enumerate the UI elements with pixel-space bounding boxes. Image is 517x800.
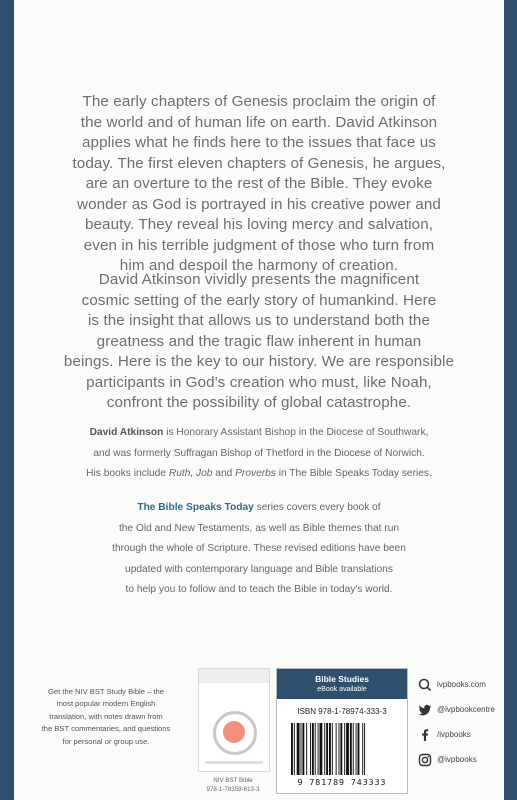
barcode-bar [306, 723, 307, 775]
series-name: The Bible Speaks Today [137, 502, 254, 513]
promo-line: translation, with notes drawn from [49, 711, 163, 721]
blurb-line: wonder as God is portrayed in his creative power and [77, 195, 441, 213]
barcode-bar [310, 723, 311, 775]
bio-text: in The Bible Speaks Today series. [275, 468, 432, 479]
book-titles: Ruth, Job [168, 468, 213, 479]
blurb-line: today. The first eleven chapters of Genesis, he argues, [72, 154, 446, 172]
instagram-icon [418, 753, 432, 767]
blurb-line: him and despoil the harmony of creation. [119, 257, 399, 274]
instagram-link[interactable] [418, 747, 504, 772]
barcode-bar [315, 723, 316, 775]
author-bio [14, 423, 504, 485]
series-line-2: the Old and New Testaments, as well as Bible themes that run [118, 522, 400, 534]
isbn-label: ISBN 978-1-78974-333-3 [297, 707, 387, 716]
promo-line: for personal or group use. [62, 736, 150, 746]
cover-footer [14, 662, 504, 800]
category-header [277, 669, 407, 699]
author-name: David Atkinson [89, 427, 164, 438]
barcode-bar [358, 723, 360, 775]
barcode-bar [350, 723, 352, 775]
barcode-bar [312, 723, 314, 775]
barcode-bar [302, 723, 304, 775]
promo-line: the BST commentaries, and questions [41, 724, 171, 734]
instagram-label: @ivpbooks [437, 755, 477, 764]
blurb-line: the world and of human life on earth. David Atkinson [80, 113, 438, 131]
barcode-bar [294, 723, 295, 775]
caption-isbn: 978-1-78359-613-3 [206, 786, 260, 793]
study-bible-cover-image [198, 668, 270, 772]
bio-text: and [212, 468, 236, 479]
blurb-line: beings. Here is the key to our history. We are responsible [63, 353, 455, 370]
blurb-line: applies what he finds here to the issues that face us [82, 134, 436, 151]
website-link[interactable] [418, 672, 504, 697]
search-icon [418, 678, 432, 692]
barcode-number: 9 781789 743333 [297, 777, 387, 787]
bio-line-1 [14, 423, 504, 444]
barcode-bar [346, 723, 349, 775]
barcode-bar [340, 723, 342, 775]
barcode-bar [320, 723, 323, 775]
promo-line: Get the NIV BST Study Bible – the [48, 687, 164, 696]
barcode-bar [318, 723, 319, 775]
series-line-3: through the whole of Scripture. These revised editions have been [112, 543, 406, 554]
study-bible-promo [20, 686, 192, 748]
blurb-line: beauty. They reveal his loving mercy and salvation, [84, 216, 434, 233]
series-text: series covers every book of [253, 502, 381, 513]
social-links [418, 672, 504, 772]
study-bible-caption [198, 776, 268, 794]
blurb-line: are an overture to the rest of the Bible. They evoke [85, 175, 433, 192]
blurb-line: cosmic setting of the early story of humankind. Here [81, 291, 437, 309]
facebook-icon [418, 728, 432, 742]
barcode-bar [336, 723, 337, 775]
bio-text: is Honorary Assistant Bishop in the Diocese of Southwark, [163, 427, 429, 438]
facebook-link[interactable] [418, 722, 504, 747]
barcode-bar [364, 723, 365, 775]
blurb-line: even in his terrible judgment of those who turn from [83, 236, 435, 254]
caption-title: NIV BST Bible [213, 777, 253, 784]
barcode-bar [339, 723, 340, 775]
blurb-line: greatness and the tragic flaw inherent in human [96, 332, 422, 350]
cover-panel [14, 0, 504, 800]
series-description [14, 498, 504, 601]
promo-line: most popular modern English [56, 699, 156, 709]
barcode-bar [301, 723, 302, 775]
barcode-bar [326, 723, 328, 775]
barcode-image [291, 723, 393, 775]
series-line-1 [14, 498, 504, 519]
blurb-line: David Atkinson vividly presents the magnificent [98, 271, 420, 288]
blurb-line: participants in God's creation who must, like Noah, [86, 373, 432, 391]
ebook-note: eBook available [317, 686, 367, 693]
bio-line-3 [14, 464, 504, 485]
twitter-link[interactable] [418, 697, 504, 722]
blurb-paragraph-2 [14, 270, 504, 414]
barcode-bar [324, 723, 325, 775]
barcode-bar [356, 723, 357, 775]
barcode-bar [332, 723, 333, 775]
series-line-4: updated with contemporary language and Bible translations [125, 563, 393, 575]
category-label: Bible Studies [315, 674, 369, 684]
barcode-bar [297, 723, 300, 775]
bio-text: His books include [86, 468, 169, 479]
twitter-label: @ivpbookcentre [437, 705, 495, 714]
barcode-bar [362, 723, 363, 775]
website-label: ivpbooks.com [437, 680, 486, 689]
barcode-bar [344, 723, 345, 775]
barcode-bar [329, 723, 331, 775]
blurb-paragraph-1 [14, 92, 504, 277]
facebook-label: /ivpbooks [437, 730, 471, 739]
series-line-5: to help you to follow and to teach the Bible in today's world. [125, 584, 393, 595]
twitter-icon [418, 703, 432, 717]
barcode-bar [291, 723, 293, 775]
blurb-line: confront the possibility of global catastrophe. [106, 394, 412, 411]
blurb-line: is the insight that allows us to understand both the [87, 312, 431, 329]
book-title: Proverbs [235, 468, 276, 479]
bio-line-2: and was formerly Suffragan Bishop of Thetford in the Diocese of Norwich. [93, 447, 425, 459]
barcode-panel [276, 668, 408, 794]
blurb-line: The early chapters of Genesis proclaim the origin of [82, 93, 436, 110]
barcode-bar [353, 723, 354, 775]
